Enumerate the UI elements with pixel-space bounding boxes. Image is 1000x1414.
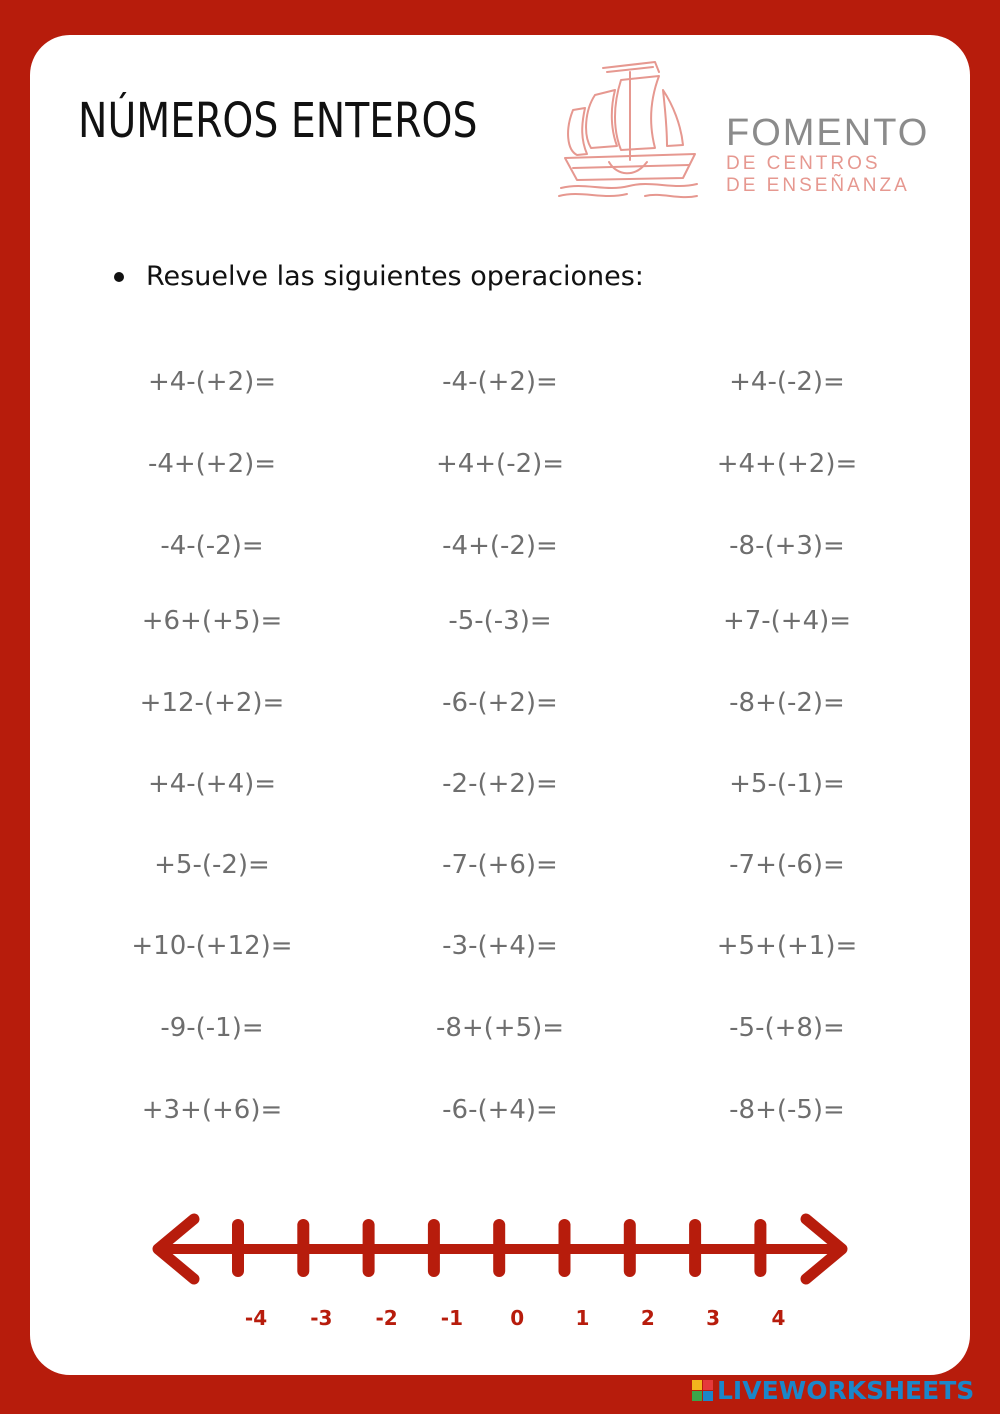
liveworksheets-logo-icon <box>692 1380 713 1401</box>
operation: -4-(-2)= <box>160 531 264 561</box>
operation: -6-(+2)= <box>442 688 558 718</box>
number-line-label: 1 <box>575 1306 590 1330</box>
operation: -8+(+5)= <box>435 1013 565 1043</box>
logo-subtitle-line2: DE ENSEÑANZA <box>726 175 910 196</box>
operation: -2-(+2)= <box>442 769 558 799</box>
operation: -5-(-3)= <box>448 606 552 636</box>
operation: -4+(-2)= <box>442 531 558 561</box>
operation: +4-(+2)= <box>147 367 277 397</box>
number-line-label: 3 <box>706 1306 721 1330</box>
operation: -4+(+2)= <box>147 449 277 479</box>
operation: +12-(+2)= <box>139 688 285 718</box>
operation: -4-(+2)= <box>442 367 558 397</box>
number-line-tick <box>689 1219 701 1277</box>
number-line-label: -1 <box>440 1306 464 1330</box>
page-title: NÚMEROS ENTEROS <box>78 93 478 149</box>
number-line-label: 4 <box>771 1306 786 1330</box>
logo-brand: FOMENTO <box>726 112 930 154</box>
operation: +5-(-2)= <box>154 850 270 880</box>
logo-subtitle-line1: DE CENTROS <box>726 153 881 174</box>
number-line-label: -3 <box>310 1306 333 1330</box>
operation: -3-(+4)= <box>442 931 558 961</box>
operation: +10-(+12)= <box>131 931 293 961</box>
operation: +3+(+6)= <box>141 1095 283 1125</box>
liveworksheets-watermark <box>692 1375 974 1405</box>
operation: -5-(+8)= <box>729 1013 845 1043</box>
operation: -7-(+6)= <box>442 850 558 880</box>
watermark-text: LIVEWORKSHEETS <box>717 1375 975 1405</box>
number-line-label: -4 <box>244 1306 268 1330</box>
operation: +4-(+4)= <box>147 769 277 799</box>
operation: +5-(-1)= <box>729 769 845 799</box>
operation: +4-(-2)= <box>729 367 845 397</box>
operation: +4+(-2)= <box>435 449 565 479</box>
operation: -8+(-2)= <box>729 688 845 718</box>
number-line-tick <box>297 1219 309 1277</box>
operation: +5+(+1)= <box>716 931 858 961</box>
operations-grid <box>30 35 970 1375</box>
number-line-label: 0 <box>510 1306 525 1330</box>
number-line-tick <box>363 1219 375 1277</box>
number-line-label: -2 <box>375 1306 398 1330</box>
number-line <box>30 1205 970 1345</box>
number-line-tick <box>493 1219 505 1277</box>
operation: -6-(+4)= <box>442 1095 558 1125</box>
number-line-tick <box>232 1219 244 1277</box>
number-line-tick <box>559 1219 571 1277</box>
operation: +6+(+5)= <box>141 606 283 636</box>
number-line-tick <box>624 1219 636 1277</box>
worksheet-page <box>30 35 970 1375</box>
operation: -8-(+3)= <box>729 531 845 561</box>
operation: -8+(-5)= <box>729 1095 845 1125</box>
number-line-label: 2 <box>640 1306 655 1330</box>
operation: -7+(-6)= <box>729 850 845 880</box>
operation: +7-(+4)= <box>722 606 852 636</box>
operation: +4+(+2)= <box>716 449 858 479</box>
instruction-text: Resuelve las siguientes operaciones: <box>146 261 644 292</box>
number-line-tick <box>754 1219 766 1277</box>
operation: -9-(-1)= <box>160 1013 264 1043</box>
number-line-tick <box>428 1219 440 1277</box>
